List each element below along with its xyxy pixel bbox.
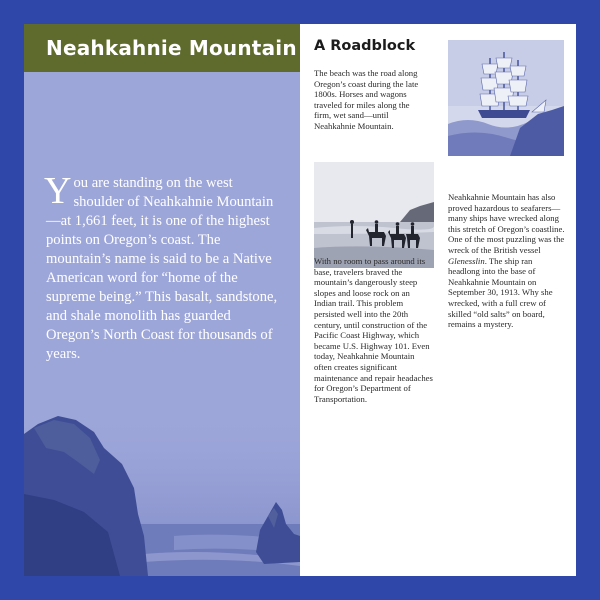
mountain-trail-paragraph: With no room to pass around its base, travelers braved the mountain’s dangerously steep slopes and loose rock on an Indian trail. This problem persisted well into the 20th century, until construction of the Pacific Coast Highway, which became U.S. Highway 101. Even today, Neahkahnie Mountain often creates significant maintenance and repair headaches for Oregon’s Department of Transportation. — [314, 256, 433, 404]
title-bar — [24, 24, 300, 72]
beach-road-paragraph: The beach was the road along Oregon’s coast during the late 1800s. Horses and wagons traveled for miles along the firm, wet sand—until Neahkahnie Mountain. — [314, 68, 419, 131]
intro-paragraph — [44, 170, 286, 364]
coast-headland-image — [24, 404, 300, 576]
horse-riders-beach-image — [314, 162, 434, 268]
intro-text: ou are standing on the west shoulder of Neahkahnie Mountain—at 1,661 feet, it is one of the highest points on Oregon’s coast. The mountain’s name is said to be a Native American word for “home of the supreme being.” This basalt, sandstone, and shale monolith has guarded Oregon’s North Coast for thousands of years. — [46, 175, 278, 362]
page-title: Neahkahnie Mountain — [46, 36, 297, 60]
left-column — [24, 24, 300, 576]
shipwreck-text-after: . The ship ran headlong into the base of Neahkahnie Mountain on September 30, 1913. Why she wrecked, with a full crew of skilled “old salts” on board, remains a mystery. — [448, 255, 553, 330]
shipwreck-text-before: Neahkahnie Mountain has also proved hazardous to seafarers—many ships have wrecked along this stretch of Oregon’s coastline. One of the most puzzling was the wreck of the British vessel — [448, 192, 565, 255]
drop-cap: Y — [44, 170, 72, 212]
ship-name: Glenesslin — [448, 255, 485, 266]
sailing-ship-image — [448, 40, 564, 156]
shipwreck-paragraph — [448, 192, 566, 330]
sign-panel — [24, 24, 576, 576]
right-column — [300, 24, 576, 576]
section-title: A Roadblock — [314, 38, 416, 54]
